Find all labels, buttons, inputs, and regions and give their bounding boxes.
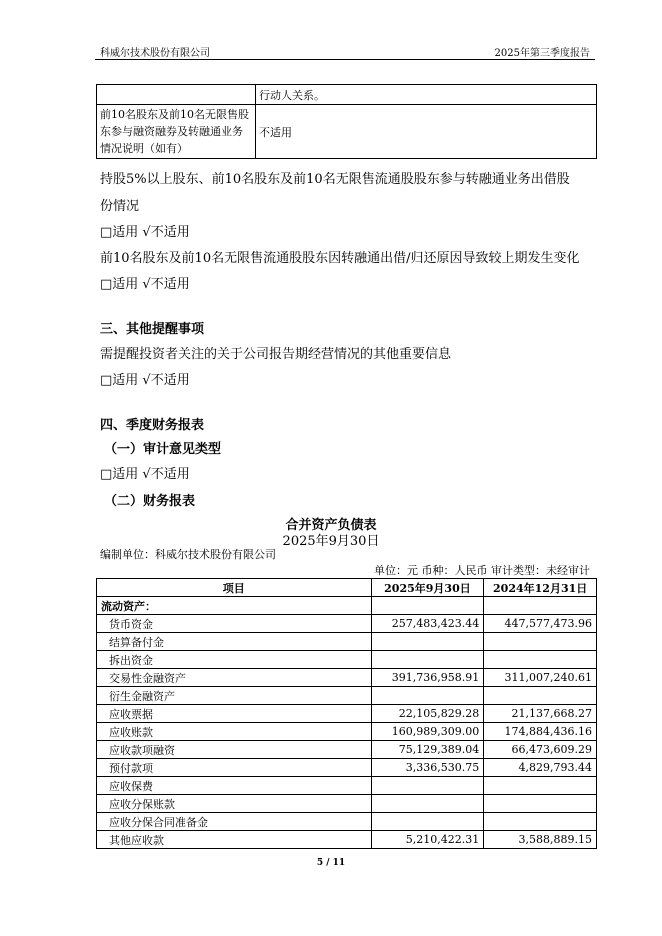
para2: 前10名股东及前10名无限售流通股股东因转融通出借/归还原因导致较上期发生变化 [100,251,580,266]
value-prior [484,651,597,669]
section-4-title: 四、季度财务报表 [100,418,205,433]
table-row [97,759,597,777]
col-header-prior: 2024年12月31日 [484,579,597,597]
para1-line2: 份情况 [100,199,140,214]
value-prior: 4,829,793.44 [484,759,597,777]
section-label: 流动资产： [97,597,372,615]
value-current: 22,105,829.28 [371,705,484,723]
value-prior: 3,588,889.15 [484,831,597,849]
value-prior: 311,007,240.61 [484,669,597,687]
top-table-cell-value: 不适用 [256,105,597,159]
row-label: 应收款项融资 [97,741,372,759]
subsection-1-title: （一）审计意见类型 [104,442,222,457]
row-label: 其他应收款 [97,831,372,849]
row-label: 预付款项 [97,759,372,777]
value-prior [484,777,597,795]
subsection-1-choice: □适用 √不适用 [100,467,190,482]
table-row-section [97,597,597,615]
table-cell-empty [371,597,484,615]
section-3-choice: □适用 √不适用 [100,373,190,388]
table-row [97,831,597,849]
value-current [371,777,484,795]
header-divider [95,59,595,60]
value-current: 160,989,309.00 [371,723,484,741]
table-row [97,633,597,651]
row-label: 结算备付金 [97,633,372,651]
para1-line1: 持股5%以上股东、前10名股东及前10名无限售流通股股东参与转融通业务出借股 [100,172,570,187]
table-row [97,777,597,795]
top-table-cell-empty [97,85,256,105]
row-label: 应收保费 [97,777,372,795]
value-prior [484,633,597,651]
page-number: 5 / 11 [316,858,346,868]
value-current [371,651,484,669]
subsection-2-title: （二）财务报表 [104,494,196,509]
table-row [97,795,597,813]
value-current: 257,483,423.44 [371,615,484,633]
table-row [97,651,597,669]
header-report-title: 2025年第三季度报告 [494,48,590,59]
row-label: 应收账款 [97,723,372,741]
balance-sheet-date: 2025年9月30日 [282,534,380,549]
shareholder-table-tail [96,84,597,159]
col-header-item: 项目 [97,579,372,597]
table-row [97,723,597,741]
value-prior [484,813,597,831]
value-current [371,795,484,813]
table-row [97,687,597,705]
table-row [97,615,597,633]
value-current: 391,736,958.91 [371,669,484,687]
row-label: 拆出资金 [97,651,372,669]
value-current: 75,129,389.04 [371,741,484,759]
section-3-title: 三、其他提醒事项 [100,322,205,337]
table-row [97,669,597,687]
value-prior: 447,577,473.96 [484,615,597,633]
row-label: 应收分保合同准备金 [97,813,372,831]
row-label: 衍生金融资产 [97,687,372,705]
value-prior [484,687,597,705]
value-prior: 174,884,436.16 [484,723,597,741]
row-label: 交易性金融资产 [97,669,372,687]
para1-choice: □适用 √不适用 [100,225,190,240]
value-current [371,687,484,705]
value-prior: 66,473,609.29 [484,741,597,759]
value-current: 3,336,530.75 [371,759,484,777]
table-cell-empty [484,597,597,615]
balance-sheet-title: 合并资产负债表 [285,518,377,533]
value-prior: 21,137,668.27 [484,705,597,723]
table-header-row [97,579,597,597]
para2-choice: □适用 √不适用 [100,277,190,292]
top-table-cell-label: 前10名股东及前10名无限售股东参与融资融券及转融通业务情况说明（如有） [97,105,256,159]
row-label: 货币资金 [97,615,372,633]
unit-currency-audit: 单位：元 币种：人民币 审计类型：未经审计 [374,564,590,577]
table-row [97,741,597,759]
balance-sheet-table [96,578,597,849]
compiler-unit: 编制单位：科威尔技术股份有限公司 [100,548,276,561]
value-current [371,633,484,651]
value-current [371,813,484,831]
table-row [97,813,597,831]
row-label: 应收票据 [97,705,372,723]
table-row [97,705,597,723]
top-table-cell-text: 行动人关系。 [256,85,597,105]
row-label: 应收分保账款 [97,795,372,813]
value-current: 5,210,422.31 [371,831,484,849]
section-3-text: 需提醒投资者关注的关于公司报告期经营情况的其他重要信息 [100,347,452,362]
header-company: 科威尔技术股份有限公司 [100,48,210,59]
col-header-current: 2025年9月30日 [371,579,484,597]
value-prior [484,795,597,813]
